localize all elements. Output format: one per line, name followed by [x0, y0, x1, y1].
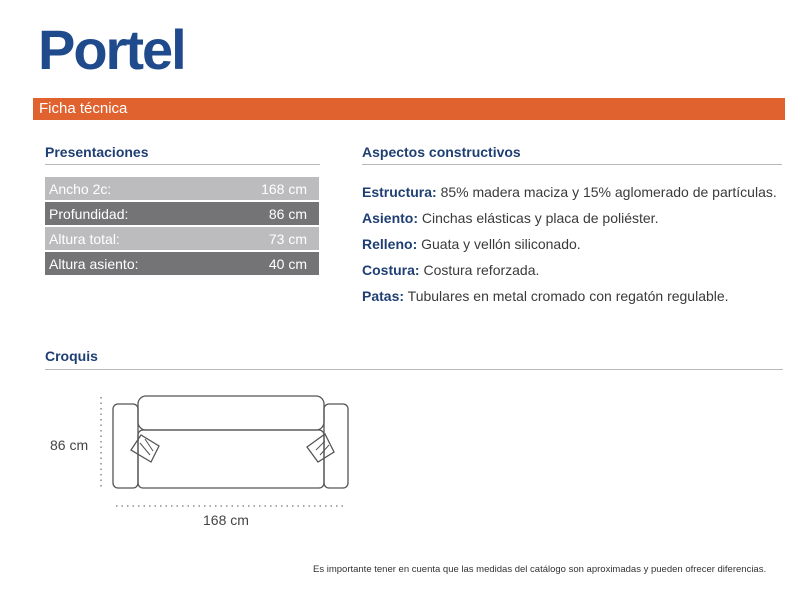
depth-label: 86 cm — [50, 437, 89, 453]
aspect-text: 85% madera maciza y 15% aglomerado de partículas. — [436, 184, 777, 200]
presentaciones-title: Presentaciones — [45, 144, 149, 160]
disclaimer-note: Es importante tener en cuenta que las medidas del catálogo son aproximadas y pueden ofrecer diferencias. — [313, 564, 767, 575]
width-label: 168 cm — [203, 512, 249, 528]
sofa-seat — [138, 430, 324, 488]
spec-value: 168 cm — [261, 180, 307, 197]
aspect-key: Patas: — [362, 288, 405, 304]
ficha-tecnica-banner: Ficha técnica — [33, 98, 785, 120]
aspect-key: Asiento: — [362, 210, 418, 226]
aspect-text: Guata y vellón siliconado. — [417, 236, 581, 252]
aspect-key: Estructura: — [362, 184, 437, 200]
aspect-key: Relleno: — [362, 236, 418, 252]
spec-label: Altura asiento: — [49, 255, 139, 272]
aspect-text: Tubulares en metal cromado con regatón regulable. — [404, 288, 729, 304]
spec-value: 86 cm — [268, 205, 307, 222]
aspect-key: Costura: — [362, 262, 420, 278]
aspect-text: Costura reforzada. — [419, 262, 540, 278]
spec-value: 40 cm — [268, 255, 307, 272]
spec-label: Altura total: — [49, 230, 120, 247]
right-cushion-icon — [307, 434, 334, 462]
spec-label: Profundidad: — [49, 205, 129, 222]
aspectos-title: Aspectos constructivos — [362, 144, 521, 160]
spec-value: 73 cm — [268, 230, 307, 247]
right-cushion-lines — [316, 441, 329, 455]
croquis-title: Croquis — [45, 348, 98, 364]
spec-label: Ancho 2c: — [49, 180, 112, 197]
aspect-text: Cinchas elásticas y placa de poliéster. — [418, 210, 659, 226]
sofa-backrest — [138, 396, 324, 430]
brand-logo: Portel — [38, 18, 185, 81]
